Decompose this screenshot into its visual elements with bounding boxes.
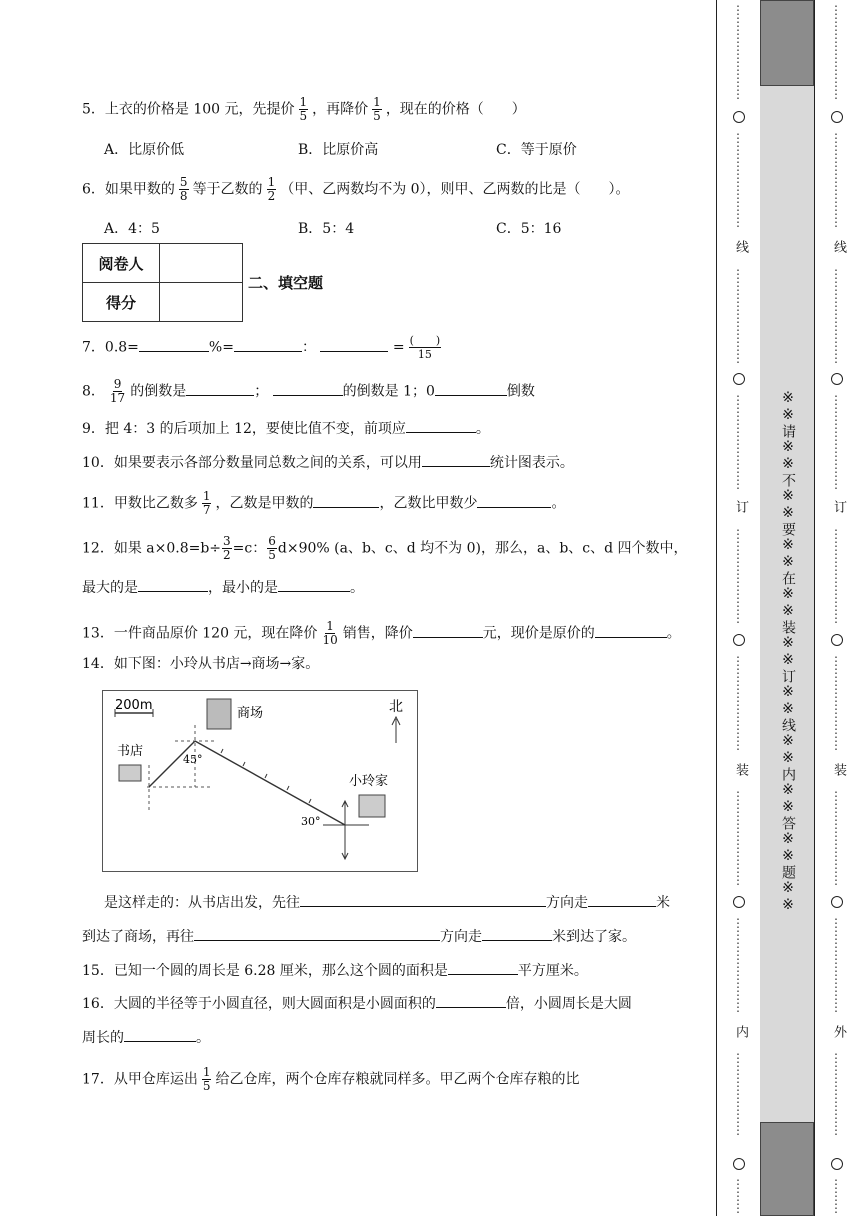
bookstore-label: 书店	[117, 744, 144, 759]
inner-label-bind: 订	[733, 500, 748, 513]
score-table	[82, 243, 243, 322]
question-14: 14．如下图：小玲从书店→商场→家。	[82, 656, 320, 672]
binding-hole	[831, 634, 843, 646]
question-12: 12．如果 a×0.8=b÷ $\frac{3}{2}$ =c： $\frac{6}{5}$ d×90% (a、b、c、d 均不为 0)，那么，a、b、c、d 四个数中，	[82, 534, 688, 562]
inner-label-inside: 内	[733, 1025, 748, 1038]
question-14-line1: 是这样走的：从书店出发，先往 方向走 米	[104, 892, 670, 913]
question-16: 16．大圆的半径等于小圆直径，则大圆面积是小圆面积的 倍，小圆周长是大圆	[82, 993, 632, 1014]
inner-label-install: 装	[733, 763, 748, 776]
home-icon	[359, 795, 385, 817]
outer-label-bind: 订	[831, 500, 846, 513]
question-11: 11．甲数比乙数多 $\frac{1}{7}$ ，乙数是甲数的 ，乙数比甲数少 。	[82, 489, 566, 517]
q5-option-c[interactable]: C．等于原价	[496, 142, 577, 158]
binding-border	[814, 0, 815, 1216]
answer-blank[interactable]	[588, 892, 656, 907]
answer-blank[interactable]	[406, 418, 476, 433]
question-8: 8． $\frac{9}{17}$ 的倒数是 ； 的倒数是 1；0 倒数	[82, 377, 535, 405]
binding-hole	[831, 373, 843, 385]
answer-blank[interactable]	[139, 337, 209, 352]
direction-map	[102, 690, 418, 872]
fraction: $\frac{5}{8}$	[179, 175, 188, 203]
q6-option-b[interactable]: B．5：4	[298, 221, 355, 237]
answer-blank[interactable]	[436, 993, 506, 1008]
fraction: $\frac{6}{5}$	[268, 534, 276, 562]
question-7: 7．0.8= %= ： = $\frac{( )}{15}$	[82, 334, 441, 361]
answer-blank[interactable]	[320, 337, 388, 352]
section-title: 二、填空题	[248, 274, 324, 292]
fraction: $\frac{1}{10}$	[322, 619, 338, 647]
bookstore-icon	[119, 765, 141, 781]
home-label: 小玲家	[349, 774, 389, 789]
answer-blank[interactable]	[186, 381, 254, 396]
north-label: 北	[389, 699, 403, 715]
q5-option-b[interactable]: B．比原价高	[298, 142, 379, 158]
binding-hole	[733, 896, 745, 908]
map-diagram	[103, 691, 417, 871]
answer-blank[interactable]	[278, 577, 350, 592]
question-10: 10．如果要表示各部分数量同总数之间的关系，可以用 统计图表示。	[82, 452, 574, 473]
answer-blank[interactable]	[435, 381, 507, 396]
question-17: 17．从甲仓库运出 $\frac{1}{5}$ 给乙仓库，两个仓库存粮就同样多。甲乙两个仓库存粮的比	[82, 1065, 580, 1093]
binding-border	[716, 0, 717, 1216]
q6-option-c[interactable]: C．5：16	[496, 221, 562, 237]
binding-warning: ※※请※※不※※要※※在※※装※※订※※线※※内※※答※※题※※	[780, 390, 796, 914]
question-12-line2: 最大的是 ，最小的是 。	[82, 577, 364, 598]
question-15: 15．已知一个圆的周长是 6.28 厘米，那么这个圆的面积是 平方厘米。	[82, 960, 588, 981]
scale-label: 200m	[115, 698, 153, 713]
answer-blank[interactable]	[124, 1027, 196, 1042]
fraction: $\frac{1}{2}$	[267, 175, 276, 203]
binding-dark-block-bottom	[760, 1122, 814, 1216]
answer-blank[interactable]	[422, 452, 490, 467]
answer-blank[interactable]	[413, 623, 483, 638]
path-segment-2	[195, 741, 345, 825]
inner-label-line: 线	[733, 240, 748, 253]
question-5: 5．上衣的价格是 100 元，先提价 $\frac{1}{5}$ ，再降价 $\frac{1}{5}$ ，现在的价格（ ）	[82, 95, 526, 123]
angle-label-2: 30°	[301, 815, 321, 828]
mall-label: 商场	[237, 706, 264, 721]
question-16-line2: 周长的 。	[82, 1027, 210, 1048]
dotted-line: ⋮ ⋮ ⋮ ⋮ ⋮ ⋮ ⋮ ⋮	[830, 3, 842, 101]
dotted-line: ⋮ ⋮ ⋮ ⋮ ⋮ ⋮ ⋮ ⋮	[732, 3, 744, 101]
binding-hole	[831, 111, 843, 123]
binding-hole	[733, 111, 745, 123]
outer-label-line: 线	[831, 240, 846, 253]
outer-label-install: 装	[831, 763, 846, 776]
reviewer-label: 阅卷人	[83, 244, 160, 283]
fraction: $\frac{1}{5}$	[202, 1065, 211, 1093]
fraction: $\frac{9}{17}$	[109, 377, 126, 405]
fraction: $\frac{1}{5}$	[373, 95, 381, 123]
score-cell[interactable]	[160, 283, 243, 322]
answer-blank[interactable]	[448, 960, 518, 975]
question-6: 6．如果甲数的 $\frac{5}{8}$ 等于乙数的 $\frac{1}{2}$ （甲、乙两数均不为 0），则甲、乙两数的比是（ ）。	[82, 175, 630, 203]
answer-blank[interactable]	[595, 623, 667, 638]
binding-hole	[733, 373, 745, 385]
binding-dark-block-top	[760, 0, 814, 86]
answer-blank[interactable]	[313, 493, 379, 508]
fraction: $\frac{1}{7}$	[202, 489, 211, 517]
answer-blank[interactable]	[273, 381, 343, 396]
q5-option-a[interactable]: A．比原价低	[104, 142, 185, 158]
answer-blank[interactable]	[300, 892, 546, 907]
fraction: $\frac{1}{5}$	[299, 95, 308, 123]
outer-label-outside: 外	[831, 1025, 846, 1038]
answer-blank[interactable]	[234, 337, 302, 352]
binding-hole	[831, 896, 843, 908]
score-label: 得分	[83, 283, 160, 322]
fraction: $\frac{3}{2}$	[223, 534, 231, 562]
fraction: $\frac{( )}{15}$	[409, 334, 441, 361]
answer-blank[interactable]	[138, 577, 208, 592]
answer-blank[interactable]	[477, 493, 551, 508]
binding-hole	[733, 1158, 745, 1170]
q5-text: 5．上衣的价格是 100 元，先提价	[82, 101, 295, 118]
answer-blank[interactable]	[194, 926, 440, 941]
question-9: 9．把 4：3 的后项加上 12，要使比值不变，前项应 。	[82, 418, 490, 439]
binding-hole	[831, 1158, 843, 1170]
question-14-line2: 到达了商场，再往 方向走 米到达了家。	[82, 926, 636, 947]
q6-option-a[interactable]: A．4：5	[104, 221, 160, 237]
angle-label-1: 45°	[183, 753, 203, 766]
answer-blank[interactable]	[482, 926, 552, 941]
reviewer-cell[interactable]	[160, 244, 243, 283]
mall-icon	[207, 699, 231, 729]
question-13: 13．一件商品原价 120 元，现在降价 $\frac{1}{10}$ 销售，降价 元，现价是原价的 。	[82, 619, 681, 647]
binding-hole	[733, 634, 745, 646]
